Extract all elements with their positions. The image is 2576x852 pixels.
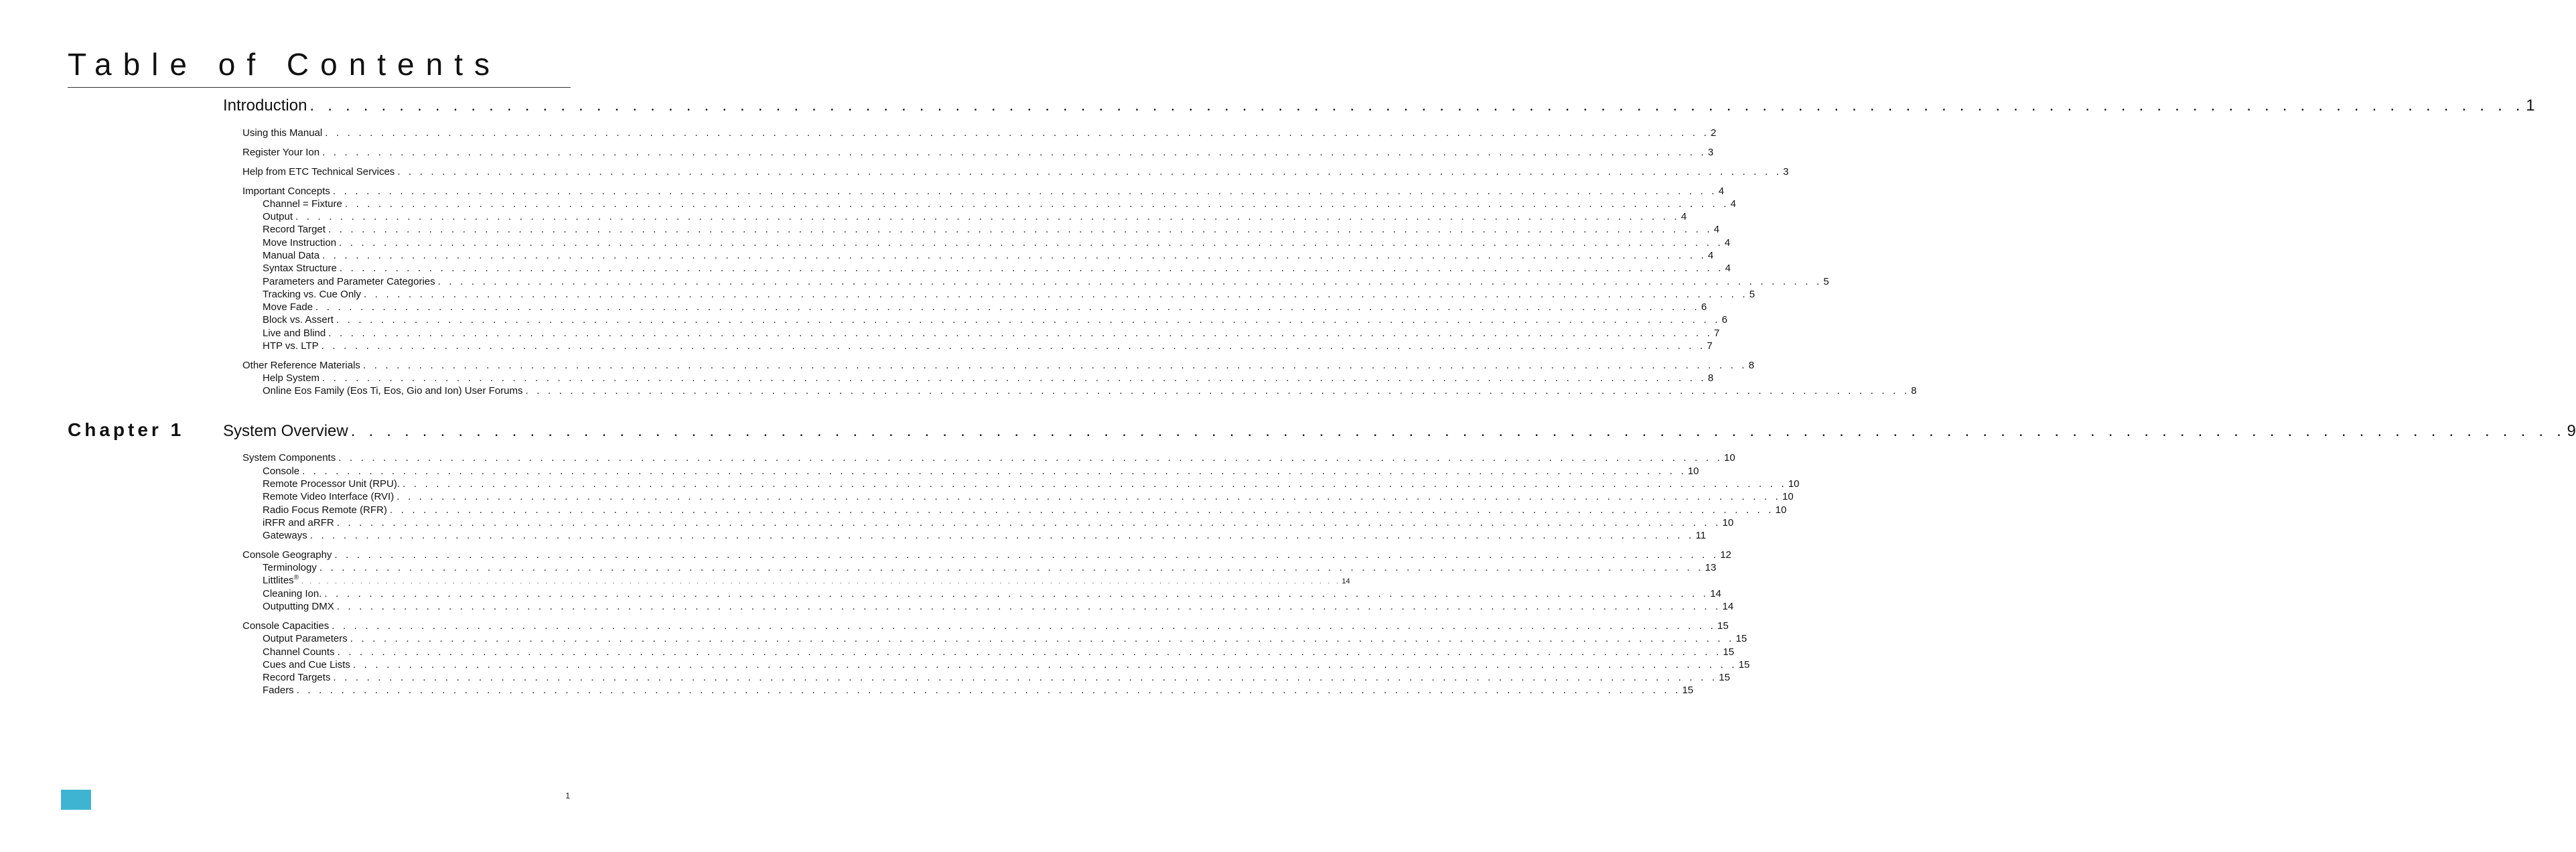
toc-entry-page: 4 <box>1725 263 1731 274</box>
page-number: 1 <box>565 791 570 800</box>
toc-entry[interactable] <box>242 451 1735 465</box>
toc-leader-dots: . . . . . . . . . . . . . . . . . . . . . . . . . . . . . . . . . . . . . . . . . . . . . . . . . . . . . . . . . . . . . . . . . . . . . . . . . . . . . . . . . . . . . . . . . . . . . . . . . . . . . . . . . . . . . . . . . . . . . . . . . . . . <box>403 478 1787 490</box>
toc-leader-dots: . . . . . . . . . . . . . . . . . . . . . . . . . . . . . . . . . . . . . . . . . . . . . . . . . . . . . . . . . . . . . . . . . . . . . . . . . . . . . . . . . . . . . . . . . . . . . . . . . . . . . . . . . . . . . . . . . . . . . . . . . . . . <box>339 237 1723 248</box>
toc-entry-page: 7 <box>1714 328 1720 339</box>
toc-leader-dots: . . . . . . . . . . . . . . . . . . . . . . . . . . . . . . . . . . . . . . . . . . . . . . . . . . . . . . . . . . . . . . . . . . . . . . . . . . . . . . . . . . . . . . . . . . . . . . . . . . . . . . . . . . . . . . . . . . . . . . . . . . . . <box>389 504 1774 516</box>
toc-entry[interactable] <box>223 421 2576 442</box>
toc-entry[interactable] <box>242 549 1731 562</box>
toc-entry[interactable] <box>263 288 1756 301</box>
toc-entry[interactable] <box>263 574 1350 587</box>
toc-entry[interactable] <box>263 384 1917 398</box>
toc-entry[interactable] <box>263 529 1707 543</box>
toc-entry-title: Remote Video Interface (RVI) <box>263 491 395 502</box>
toc-leader-dots: . . . . . . . . . . . . . . . . . . . . . . . . . . . . . . . . . . . . . . . . . . . . . . . . . . . . . . . . . . . . . . . . . . . . . . . . . . . . . . . . . . . . . . . . . . . . . . . . . . . . . . . . . . . . . . . . . . . . . . . . . . . . <box>309 530 1695 541</box>
toc-entry-title: Channel Counts <box>263 646 335 658</box>
toc-leader-dots: . . . . . . . . . . . . . . . . . . . . . . . . . . . . . . . . . . . . . . . . . . . . . . . . . . . . . . . . . . . . . . . . . . . . . . . . . . . . . . . . . . . . . . . . . . . . . . . . . . . . . . . . . . . . . . . . . . . . . . . . . . . . <box>321 340 1706 352</box>
toc-entry-page: 10 <box>1775 504 1787 516</box>
toc-leader-dots: . . . . . . . . . . . . . . . . . . . . . . . . . . . . . . . . . . . . . . . . . . . . . . . . . . . . . . . . . . . . . . . . . . . . . . . . . . . . . . . . . . . . . . . . . . . . . . . . . . . . . . . . . . . . . . . . . . . . . . . . . . . . <box>344 198 1729 210</box>
toc-entry-title: Cleaning Ion. <box>263 588 322 599</box>
toc-leader-dots: . . . . . . . . . . . . . . . . . . . . . . . . . . . . . . . . . . . . . . . . . . . . . . . . . . . . . . . . . . . . . . . . . . . . . . . . . . . . . . . . . . . . . . . . . . . . . . . . . . . . . . . . . . . . . . . . . . . . . . . . . . . . <box>350 422 2566 440</box>
toc-entry-page: 4 <box>1680 211 1687 222</box>
toc-leader-dots: . . . . . . . . . . . . . . . . . . . . . . . . . . . . . . . . . . . . . . . . . . . . . . . . . . . . . . . . . . . . . . . . . . . . . . . . . . . . . . . . . . . . . . . . . . . . . . . . . . . . . . . . . . . . . . . . . . . . . . . . . . . . <box>397 491 1781 502</box>
toc-entry[interactable] <box>242 185 1725 198</box>
toc-entry-title: Syntax Structure <box>263 263 337 274</box>
toc-entry[interactable] <box>263 372 1714 385</box>
toc-entry[interactable] <box>263 223 1720 236</box>
toc-entry[interactable] <box>263 646 1735 659</box>
toc-entry[interactable] <box>263 327 1720 340</box>
toc-leader-dots: . . . . . . . . . . . . . . . . . . . . . . . . . . . . . . . . . . . . . . . . . . . . . . . . . . . . . . . . . . . . . . . . . . . . . . . . . . . . . . . . . . . . . . . . . . . . . . . . . . . . . . . . . . . . . . . . . . . . . . . . . . . . <box>364 289 1748 300</box>
toc-leader-dots: . . . . . . . . . . . . . . . . . . . . . . . . . . . . . . . . . . . . . . . . . . . . . . . . . . . . . . . . . . . . . . . . . . . . . . . . . . . . . . . . . . . . . . . . . . . . . . . . . . . . . . . . . . . . . . . . . . . . . . . . . . . . <box>525 385 1910 397</box>
toc-entry[interactable] <box>263 262 1731 275</box>
toc-entry-title: Console <box>263 466 300 477</box>
page-tab-marker <box>61 790 91 810</box>
toc-entry-page: 3 <box>1707 147 1714 158</box>
title-divider <box>68 87 571 88</box>
toc-entry[interactable] <box>263 684 1694 697</box>
toc-leader-dots: . . . . . . . . . . . . . . . . . . . . . . . . . . . . . . . . . . . . . . . . . . . . . . . . . . . . . . . . . . . . . . . . . . . . . . . . . . . . . . . . . . . . . . . . . . . . . . . . . . . . . . . . . . . . . . . . . . . . . . . . . . . . <box>328 224 1713 235</box>
toc-entry[interactable] <box>263 587 1721 601</box>
toc-entry[interactable] <box>242 359 1755 372</box>
toc-entry-page: 4 <box>1724 237 1731 248</box>
toc-entry-title: Register Your Ion <box>242 147 320 158</box>
toc-entry-page: 9 <box>2567 422 2576 440</box>
toc-entry[interactable] <box>263 249 1714 263</box>
toc-entry-title: Record Target <box>263 224 326 235</box>
toc-leader-dots: . . . . . . . . . . . . . . . . . . . . . . . . . . . . . . . . . . . . . . . . . . . . . . . . . . . . . . . . . . . . . . . . . . . . . . . . . . . . . . . . . . . . . . . . . . . . . . . . . . . . . . . . . . . . . . . . . . . . . . . . . . . . <box>334 549 1719 561</box>
toc-entry-title: Move Instruction <box>263 237 337 248</box>
toc-entry[interactable] <box>263 478 1800 491</box>
toc-entry-page: 15 <box>1719 672 1730 683</box>
toc-leader-dots: . . . . . . . . . . . . . . . . . . . . . . . . . . . . . . . . . . . . . . . . . . . . . . . . . . . . . . . . . . . . . . . . . . . . . . . . . . . . . . . . . . . . . . . . . . . . . . . . . . . . . . . . . . . . . . . . . . . . . . . . . . . . <box>325 127 1710 139</box>
toc-entry-title: Help from ETC Technical Services <box>242 166 395 178</box>
toc-entry[interactable] <box>263 671 1730 685</box>
toc-entry[interactable] <box>263 658 1750 672</box>
toc-entry-page: 4 <box>1707 250 1714 261</box>
toc-entry-title: Remote Processor Unit (RPU). <box>263 478 401 490</box>
toc-entry-title: Manual Data <box>263 250 320 261</box>
toc-entry-page: 8 <box>1911 385 1917 397</box>
toc-entry-title: Introduction <box>223 96 307 115</box>
toc-entry[interactable] <box>223 95 2535 117</box>
toc-entry-page: 15 <box>1717 620 1729 632</box>
toc-leader-dots: . . . . . . . . . . . . . . . . . . . . . . . . . . . . . . . . . . . . . . . . . . . . . . . . . . . . . . . . . . . . . . . . . . . . . . . . . . . . . . . . . . . . . . . . . . . . . . . . . . . . . . . . . . . . . . . . . . . . . . . . . . . . <box>437 276 1822 287</box>
toc-entry-title: Output <box>263 211 293 222</box>
toc-entry[interactable] <box>263 313 1727 327</box>
toc-entry-title: Console Capacities <box>242 620 330 632</box>
toc-leader-dots: . . . . . . . . . . . . . . . . . . . . . . . . . . . . . . . . . . . . . . . . . . . . . . . . . . . . . . . . . . . . . . . . . . . . . . . . . . . . . . . . . . . . . . . . . . . . . . . . . . . . . . . . . . . . . . . . . . . . . . . . . . . . <box>397 166 1782 178</box>
toc-entry[interactable] <box>263 465 1699 478</box>
toc-entry-title: Move Fade <box>263 301 313 313</box>
toc-leader-dots: . . . . . . . . . . . . . . . . . . . . . . . . . . . . . . . . . . . . . . . . . . . . . . . . . . . . . . . . . . . . . . . . . . . . . . . . . . . . . . . . . . . . . . . . . . . . . . . . . . . . . . . . . . . . . . . . . . . . . . . . . . . . <box>337 646 1722 658</box>
toc-entry-title: Faders <box>263 685 294 696</box>
toc-entry-title: Live and Blind <box>263 328 326 339</box>
toc-entry-page: 10 <box>1722 517 1734 528</box>
toc-leader-dots: . . . . . . . . . . . . . . . . . . . . . . . . . . . . . . . . . . . . . . . . . . . . . . . . . . . . . . . . . . . . . . . . . . . . . . . . . . . . . . . . . . . . . . . . . . . . . . . . . . . . . . . . . . . . . . . . . . . . . . . . . . . . <box>322 372 1707 384</box>
toc-entry-title: Channel = Fixture <box>263 198 342 210</box>
toc-entry-title: Outputting DMX <box>263 601 334 612</box>
toc-entry-page: 2 <box>1711 127 1717 139</box>
toc-entry[interactable] <box>263 210 1687 224</box>
toc-entry-page: 6 <box>1721 314 1727 326</box>
toc-entry-page: 1 <box>2526 96 2535 115</box>
toc-entry-page: 10 <box>1782 491 1794 502</box>
toc-entry[interactable] <box>242 146 1714 159</box>
toc-entry-title: Online Eos Family (Eos Ti, Eos, Gio and Ion) User Forums <box>263 385 523 397</box>
toc-leader-dots: . . . . . . . . . . . . . . . . . . . . . . . . . . . . . . . . . . . . . . . . . . . . . . . . . . . . . . . . . . . . . . . . . . . . . . . . . . . . . . . . . . . . . . . . . . . . . . . . . . . . . . . . . . . . . . . . . . . . . . . . . . . . <box>332 620 1717 632</box>
toc-leader-dots: . . . . . . . . . . . . . . . . . . . . . . . . . . . . . . . . . . . . . . . . . . . . . . . . . . . . . . . . . . . . . . . . . . . . . . . . . . . . . . . . . . . . . . . . . . . . . . . . . . . . . . . . . . . . . . . . . . . . . . . . . . . . <box>336 601 1721 612</box>
toc-entry-page: 13 <box>1705 562 1717 573</box>
toc-entry-page: 14 <box>1722 601 1734 612</box>
toc-entry-page: 15 <box>1735 633 1747 644</box>
toc-entry[interactable] <box>263 198 1736 211</box>
toc-entry-page: 11 <box>1695 530 1707 541</box>
toc-entry-page: 5 <box>1749 289 1756 300</box>
toc-leader-dots: . . . . . . . . . . . . . . . . . . . . . . . . . . . . . . . . . . . . . . . . . . . . . . . . . . . . . . . . . . . . . . . . . . . . . . . . . . . . . . . . . . . . . . . . . . . . . . . . . . . . . . . . . . . . . . . . . . . . . . . . . . . . <box>315 301 1700 313</box>
toc-entry-title-text: Littlites <box>263 575 294 586</box>
toc-entry-title: Other Reference Materials <box>242 360 360 371</box>
toc-leader-dots: . . . . . . . . . . . . . . . . . . . . . . . . . . . . . . . . . . . . . . . . . . . . . . . . . . . . . . . . . . . . . . . . . . . . . . . . . . . . . . . . . . . . . . . . . . . . . . . . . . . . . . . . . . . . . . . . . . . . . . . . . . . . <box>301 578 1341 585</box>
toc-leader-dots: . . . . . . . . . . . . . . . . . . . . . . . . . . . . . . . . . . . . . . . . . . . . . . . . . . . . . . . . . . . . . . . . . . . . . . . . . . . . . . . . . . . . . . . . . . . . . . . . . . . . . . . . . . . . . . . . . . . . . . . . . . . . <box>333 672 1718 683</box>
toc-entry-title: Block vs. Assert <box>263 314 334 326</box>
toc-entry-page: 15 <box>1682 685 1694 696</box>
toc-entry[interactable] <box>263 561 1717 575</box>
toc-leader-dots: . . . . . . . . . . . . . . . . . . . . . . . . . . . . . . . . . . . . . . . . . . . . . . . . . . . . . . . . . . . . . . . . . . . . . . . . . . . . . . . . . . . . . . . . . . . . . . . . . . . . . . . . . . . . . . . . . . . . . . . . . . . . <box>324 588 1709 599</box>
toc-entry-page: 7 <box>1707 340 1713 352</box>
toc-entry-title: Cues and Cue Lists <box>263 659 350 670</box>
toc-entry[interactable] <box>263 600 1734 614</box>
toc-entry-title: Parameters and Parameter Categories <box>263 276 435 287</box>
toc-entry[interactable] <box>263 236 1731 250</box>
toc-entry-page: 3 <box>1783 166 1789 178</box>
toc-entry[interactable] <box>242 620 1729 633</box>
toc-leader-dots: . . . . . . . . . . . . . . . . . . . . . . . . . . . . . . . . . . . . . . . . . . . . . . . . . . . . . . . . . . . . . . . . . . . . . . . . . . . . . . . . . . . . . . . . . . . . . . . . . . . . . . . . . . . . . . . . . . . . . . . . . . . . <box>319 562 1704 573</box>
toc-entry-title: Output Parameters <box>263 633 348 644</box>
toc-leader-dots: . . . . . . . . . . . . . . . . . . . . . . . . . . . . . . . . . . . . . . . . . . . . . . . . . . . . . . . . . . . . . . . . . . . . . . . . . . . . . . . . . . . . . . . . . . . . . . . . . . . . . . . . . . . . . . . . . . . . . . . . . . . . <box>309 96 2525 115</box>
toc-entry-title: Using this Manual <box>242 127 323 139</box>
toc-entry-title: System Overview <box>223 422 348 440</box>
toc-entry-title <box>263 574 301 587</box>
toc-entry-title: Important Concepts <box>242 186 330 197</box>
toc-entry-page: 10 <box>1724 452 1735 464</box>
toc-entry-page: 14 <box>1710 588 1721 599</box>
toc-entry-page: 8 <box>1748 360 1755 371</box>
toc-entry[interactable] <box>263 632 1747 646</box>
toc-entry-title: Radio Focus Remote (RFR) <box>263 504 387 516</box>
toc-entry-page: 6 <box>1701 301 1707 313</box>
toc-entry-page: 4 <box>1730 198 1736 210</box>
toc-entry-page: 8 <box>1707 372 1714 384</box>
toc-entry-page: 4 <box>1713 224 1720 235</box>
toc-entry[interactable] <box>242 165 1789 179</box>
toc-entry[interactable] <box>263 275 1829 289</box>
toc-entry-title: Terminology <box>263 562 317 573</box>
toc-entry-title: HTP vs. LTP <box>263 340 319 352</box>
toc-entry-page: 4 <box>1718 186 1725 197</box>
toc-entry-title: iRFR and aRFR <box>263 517 334 528</box>
toc-leader-dots: . . . . . . . . . . . . . . . . . . . . . . . . . . . . . . . . . . . . . . . . . . . . . . . . . . . . . . . . . . . . . . . . . . . . . . . . . . . . . . . . . . . . . . . . . . . . . . . . . . . . . . . . . . . . . . . . . . . . . . . . . . . . <box>302 466 1687 477</box>
toc-entry[interactable] <box>263 340 1713 353</box>
registered-mark: ® <box>293 574 299 581</box>
toc-leader-dots: . . . . . . . . . . . . . . . . . . . . . . . . . . . . . . . . . . . . . . . . . . . . . . . . . . . . . . . . . . . . . . . . . . . . . . . . . . . . . . . . . . . . . . . . . . . . . . . . . . . . . . . . . . . . . . . . . . . . . . . . . . . . <box>296 685 1681 696</box>
toc-entry-page: 10 <box>1687 466 1699 477</box>
toc-leader-dots: . . . . . . . . . . . . . . . . . . . . . . . . . . . . . . . . . . . . . . . . . . . . . . . . . . . . . . . . . . . . . . . . . . . . . . . . . . . . . . . . . . . . . . . . . . . . . . . . . . . . . . . . . . . . . . . . . . . . . . . . . . . . <box>352 659 1737 670</box>
toc-entry-page: 5 <box>1823 276 1829 287</box>
toc-entry-page: 10 <box>1788 478 1800 490</box>
toc-entry-page: 14 <box>1342 577 1350 585</box>
toc-entry-page: 15 <box>1738 659 1750 670</box>
toc-leader-dots: . . . . . . . . . . . . . . . . . . . . . . . . . . . . . . . . . . . . . . . . . . . . . . . . . . . . . . . . . . . . . . . . . . . . . . . . . . . . . . . . . . . . . . . . . . . . . . . . . . . . . . . . . . . . . . . . . . . . . . . . . . . . <box>336 517 1721 528</box>
toc-leader-dots: . . . . . . . . . . . . . . . . . . . . . . . . . . . . . . . . . . . . . . . . . . . . . . . . . . . . . . . . . . . . . . . . . . . . . . . . . . . . . . . . . . . . . . . . . . . . . . . . . . . . . . . . . . . . . . . . . . . . . . . . . . . . <box>332 186 1717 197</box>
toc-leader-dots: . . . . . . . . . . . . . . . . . . . . . . . . . . . . . . . . . . . . . . . . . . . . . . . . . . . . . . . . . . . . . . . . . . . . . . . . . . . . . . . . . . . . . . . . . . . . . . . . . . . . . . . . . . . . . . . . . . . . . . . . . . . . <box>339 263 1724 274</box>
chapter-label: Chapter 1 <box>68 419 185 440</box>
toc-leader-dots: . . . . . . . . . . . . . . . . . . . . . . . . . . . . . . . . . . . . . . . . . . . . . . . . . . . . . . . . . . . . . . . . . . . . . . . . . . . . . . . . . . . . . . . . . . . . . . . . . . . . . . . . . . . . . . . . . . . . . . . . . . . . <box>322 250 1707 261</box>
toc-leader-dots: . . . . . . . . . . . . . . . . . . . . . . . . . . . . . . . . . . . . . . . . . . . . . . . . . . . . . . . . . . . . . . . . . . . . . . . . . . . . . . . . . . . . . . . . . . . . . . . . . . . . . . . . . . . . . . . . . . . . . . . . . . . . <box>336 314 1721 326</box>
page-title: Table of Contents <box>68 47 502 82</box>
toc-leader-dots: . . . . . . . . . . . . . . . . . . . . . . . . . . . . . . . . . . . . . . . . . . . . . . . . . . . . . . . . . . . . . . . . . . . . . . . . . . . . . . . . . . . . . . . . . . . . . . . . . . . . . . . . . . . . . . . . . . . . . . . . . . . . <box>338 452 1723 464</box>
toc-leader-dots: . . . . . . . . . . . . . . . . . . . . . . . . . . . . . . . . . . . . . . . . . . . . . . . . . . . . . . . . . . . . . . . . . . . . . . . . . . . . . . . . . . . . . . . . . . . . . . . . . . . . . . . . . . . . . . . . . . . . . . . . . . . . <box>362 360 1747 371</box>
toc-entry-title: Console Geography <box>242 549 332 561</box>
toc-entry[interactable] <box>242 127 1717 140</box>
toc-leader-dots: . . . . . . . . . . . . . . . . . . . . . . . . . . . . . . . . . . . . . . . . . . . . . . . . . . . . . . . . . . . . . . . . . . . . . . . . . . . . . . . . . . . . . . . . . . . . . . . . . . . . . . . . . . . . . . . . . . . . . . . . . . . . <box>322 147 1707 158</box>
toc-entry[interactable] <box>263 301 1707 314</box>
toc-entry-page: 12 <box>1720 549 1731 561</box>
toc-entry-title: Help System <box>263 372 320 384</box>
toc-entry-title: System Components <box>242 452 336 464</box>
toc-entry[interactable] <box>263 490 1794 504</box>
toc-entry-title: Record Targets <box>263 672 331 683</box>
toc-leader-dots: . . . . . . . . . . . . . . . . . . . . . . . . . . . . . . . . . . . . . . . . . . . . . . . . . . . . . . . . . . . . . . . . . . . . . . . . . . . . . . . . . . . . . . . . . . . . . . . . . . . . . . . . . . . . . . . . . . . . . . . . . . . . <box>295 211 1680 222</box>
toc-leader-dots: . . . . . . . . . . . . . . . . . . . . . . . . . . . . . . . . . . . . . . . . . . . . . . . . . . . . . . . . . . . . . . . . . . . . . . . . . . . . . . . . . . . . . . . . . . . . . . . . . . . . . . . . . . . . . . . . . . . . . . . . . . . . <box>350 633 1735 644</box>
toc-entry[interactable] <box>263 516 1734 530</box>
toc-leader-dots: . . . . . . . . . . . . . . . . . . . . . . . . . . . . . . . . . . . . . . . . . . . . . . . . . . . . . . . . . . . . . . . . . . . . . . . . . . . . . . . . . . . . . . . . . . . . . . . . . . . . . . . . . . . . . . . . . . . . . . . . . . . . <box>328 328 1713 339</box>
toc-entry-page: 15 <box>1723 646 1735 658</box>
toc-entry[interactable] <box>263 504 1787 517</box>
toc-entry-title: Tracking vs. Cue Only <box>263 289 361 300</box>
toc-entry-title: Gateways <box>263 530 307 541</box>
